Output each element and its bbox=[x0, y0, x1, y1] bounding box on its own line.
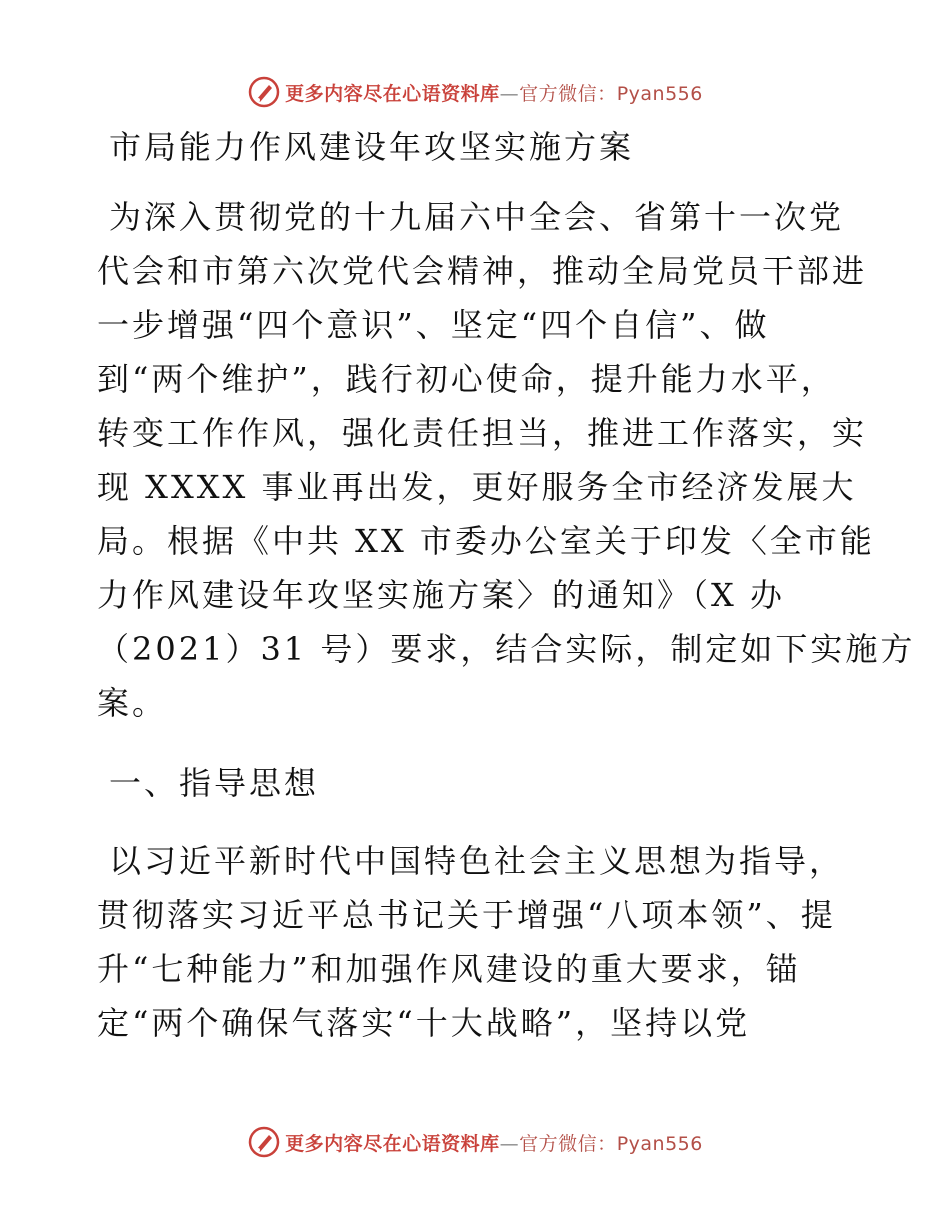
watermark-wechat-id: Pyan556 bbox=[616, 1132, 703, 1155]
intro-line-8: 力作风建设年攻坚实施方案〉的通知》（X 办 bbox=[97, 576, 785, 614]
intro-line-6: 现 XXXX 事业再出发，更好服务全市经济发展大 bbox=[97, 468, 857, 506]
watermark-banner-top bbox=[0, 72, 950, 112]
section1-line-4: 定“两个确保气落实“十大战略”，坚持以党 bbox=[97, 1004, 751, 1042]
watermark-banner-bottom bbox=[0, 1122, 950, 1162]
intro-line-1: 为深入贯彻党的十九届六中全会、省第十一次党 bbox=[109, 198, 845, 236]
intro-line-9: （2021）31 号）要求，结合实际，制定如下实施方 bbox=[97, 630, 916, 668]
intro-line-2: 代会和市第六次党代会精神，推动全局党员干部进 bbox=[97, 252, 868, 290]
watermark-brand: 更多内容尽在心语资料库 bbox=[285, 1132, 500, 1155]
watermark-wechat-id: Pyan556 bbox=[616, 82, 703, 105]
intro-paragraph bbox=[97, 190, 916, 730]
document-title: 市局能力作风建设年攻坚实施方案 bbox=[109, 128, 635, 166]
section1-line-3: 升“七种能力”和加强作风建设的重大要求，锚 bbox=[97, 950, 801, 988]
watermark-official: 官方微信： bbox=[519, 82, 617, 105]
intro-line-3: 一步增强“四个意识”、坚定“四个自信”、做 bbox=[97, 306, 770, 344]
intro-line-10: 案。 bbox=[97, 684, 168, 722]
intro-line-7: 局。根据《中共 XX 市委办公室关于印发〈全市能 bbox=[97, 522, 875, 560]
watermark-official: 官方微信： bbox=[519, 1132, 617, 1155]
section-heading-guiding-ideology: 一、指导思想 bbox=[109, 764, 320, 802]
watermark-separator: — bbox=[499, 1132, 520, 1155]
section1-paragraph bbox=[97, 834, 857, 1050]
watermark-text bbox=[285, 79, 703, 106]
document-body bbox=[97, 120, 916, 1076]
intro-line-5: 转变工作作风，强化责任担当，推进工作落实，实 bbox=[97, 414, 868, 452]
pen-nib-logo-icon bbox=[247, 1125, 281, 1159]
section1-line-2: 贯彻落实习近平总书记关于增强“八项本领”、提 bbox=[97, 896, 836, 934]
section1-line-1: 以习近平新时代中国特色社会主义思想为指导， bbox=[109, 842, 845, 880]
watermark-separator: — bbox=[499, 82, 520, 105]
intro-line-4: 到“两个维护”，践行初心使命，提升能力水平， bbox=[97, 360, 836, 398]
watermark-brand: 更多内容尽在心语资料库 bbox=[285, 82, 500, 105]
watermark-text bbox=[285, 1129, 703, 1156]
pen-nib-logo-icon bbox=[247, 75, 281, 109]
